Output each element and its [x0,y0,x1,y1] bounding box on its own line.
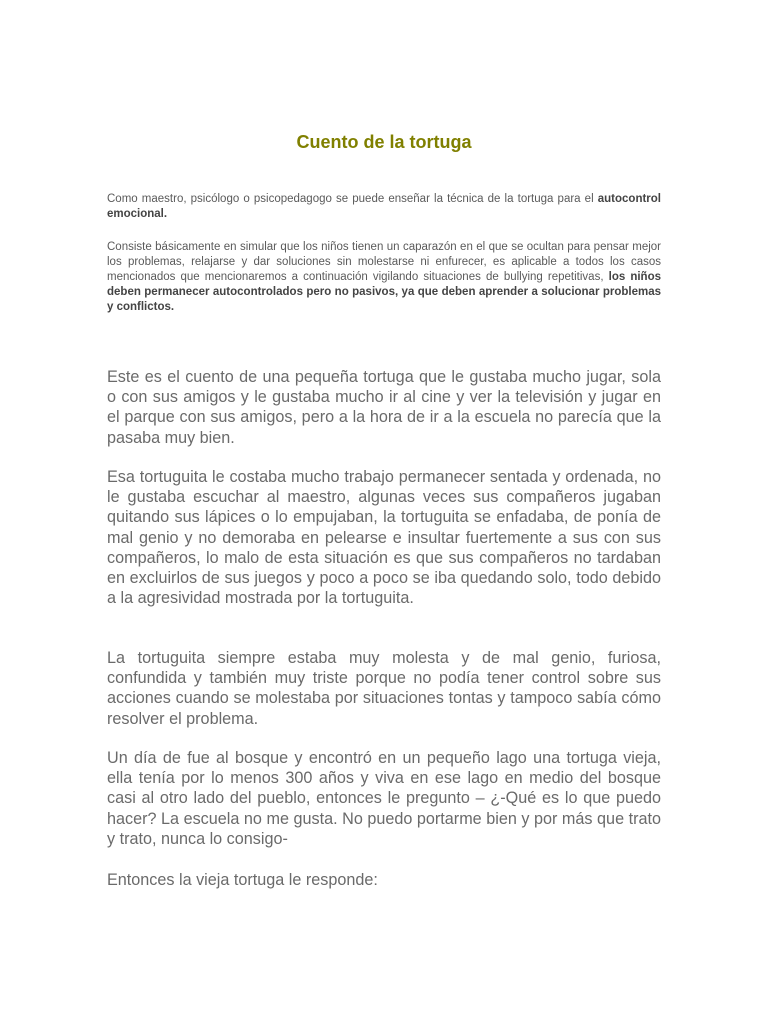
intro-bold-text: los niños deben permanecer autocontrolados pero no pasivos, ya que deben aprender a solucionar problemas y conflictos. [107,271,661,313]
story-paragraph: Entonces la vieja tortuga le responde: [107,871,378,889]
story-paragraph: Esa tortuguita le costaba mucho trabajo permanecer sentada y ordenada, no le gustaba escuchar al maestro, algunas veces sus compañeros jugaban quitando sus lápices o lo empujaban, la tortuguita se enfadaba, de ponía de mal genio y no demoraba en pelearse e insultar fuertemente a sus con sus compañeros, lo malo de esta situación es que sus compañeros no tardaban en excluirlos de sus juegos y poco a poco se iba quedando solo, todo debido a la agresividad mostrada por la tortuguita. [107,468,661,608]
intro-text: Como maestro, psicólogo o psicopedagogo se puede enseñar la técnica de la tortuga para el [107,193,598,205]
intro-bold-text: autocontrol emocional. [107,193,661,220]
story-paragraph: Este es el cuento de una pequeña tortuga que le gustaba mucho jugar, sola o con sus amigos y le gustaba mucho ir al cine y ver la televisión y jugar en el parque con sus amigos, pero a la hora de ir a la escuela no parecía que la pasaba muy bien. [107,368,661,447]
intro-paragraph [107,240,661,315]
page-title: Cuento de la tortuga [296,132,472,152]
story-paragraph: Un día de fue al bosque y encontró en un pequeño lago una tortuga vieja, ella tenía por lo menos 300 años y viva en ese lago en medio del bosque casi al otro lado del pueblo, entonces le pregunto – ¿-Qué es lo que puedo hacer? La escuela no me gusta. No puedo portarme bien y por más que trato y trato, nunca lo consigo- [107,749,661,848]
story-paragraph: La tortuguita siempre estaba muy molesta y de mal genio, furiosa, confundida y también muy triste porque no podía tener control sobre sus acciones cuando se molestaba por situaciones tontas y tampoco sabía cómo resolver el problema. [107,649,661,728]
intro-text: Consiste básicamente en simular que los niños tienen un caparazón en el que se ocultan para pensar mejor los problemas, relajarse y dar soluciones sin molestarse ni enfurecer, es aplicable a todos los casos mencionados que mencionaremos a continuación vigilando situaciones de bullying repetitivas, [107,241,661,283]
intro-paragraph [107,192,661,222]
